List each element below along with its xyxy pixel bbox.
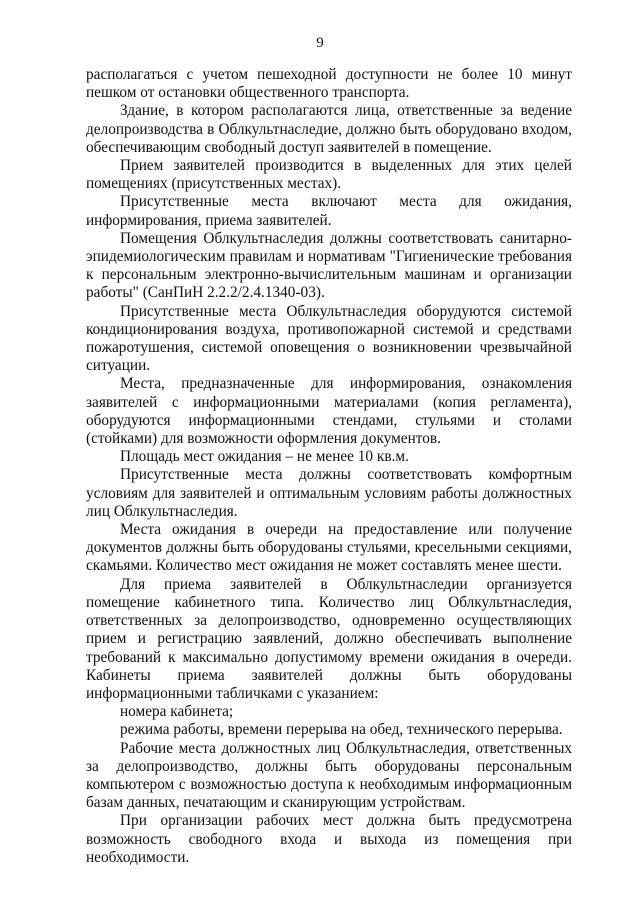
paragraph: Площадь мест ожидания – не менее 10 кв.м. [120, 448, 409, 466]
list-item: режима работы, времени перерыва на обед, технического перерыва. [120, 721, 563, 739]
body-text [86, 66, 572, 867]
paragraph: располагаться с учетом пешеходной доступности не более 10 минут пешком от остановки общественного транспорта. [86, 66, 572, 102]
paragraph: Присутственные места включают места для ожидания, информирования, приема заявителей. [86, 193, 572, 229]
paragraph: При организации рабочих мест должна быть предусмотрена возможность свободного входа и выхода из помещения при необходимости. [86, 812, 572, 866]
paragraph: Здание, в котором располагаются лица, ответственные за ведение делопроизводства в Облкультнаследие, должно быть оборудовано входом, обеспечивающим свободный доступ заявителей в помещение. [86, 102, 572, 156]
paragraph: Для приема заявителей в Облкультнаследии организуется помещение кабинетного типа. Количество лиц Облкультнаследия, ответственных за делопроизводство, одновременно осуществляющих прием и регистрацию заявлений, должно обеспечивать выполнение требований к максимально допустимому времени ожидания в очереди. Кабинеты приема заявителей должны быть оборудованы информационными табличками с указанием: [86, 575, 572, 702]
paragraph: Прием заявителей производится в выделенных для этих целей помещениях (присутственных местах). [86, 157, 572, 193]
page-number: 9 [316, 35, 324, 51]
paragraph: Помещения Облкультнаследия должны соответствовать санитарно-эпидемиологическим правилам и нормативам "Гигиенические требования к персональным электронно-вычислительным машинам и организации работы" (СанПиН 2.2.2/2.4.1340-03). [86, 229, 572, 302]
paragraph: Места ожидания в очереди на предоставление или получение документов должны быть оборудованы стульями, кресельными секциями, скамьями. Количество мест ожидания не может составлять менее шести. [86, 521, 572, 575]
paragraph: Присутственные места должны соответствовать комфортным условиям для заявителей и оптимальным условиям работы должностных лиц Облкультнаследия. [86, 466, 572, 520]
paragraph: Рабочие места должностных лиц Облкультнаследия, ответственных за делопроизводство, должны быть оборудованы персональным компьютером с возможностью доступа к необходимым информационным базам данных, печатающим и сканирующим устройствам. [86, 739, 572, 812]
list-item: номера кабинета; [120, 703, 234, 721]
paragraph: Места, предназначенные для информирования, ознакомления заявителей с информационными материалами (копия регламента), оборудуются информационными стендами, стульями и столами (стойками) для возможности оформления документов. [86, 375, 572, 448]
paragraph: Присутственные места Облкультнаследия оборудуются системой кондиционирования воздуха, противопожарной системой и средствами пожаротушения, системой оповещения о возникновении чрезвычайной ситуации. [86, 302, 572, 375]
